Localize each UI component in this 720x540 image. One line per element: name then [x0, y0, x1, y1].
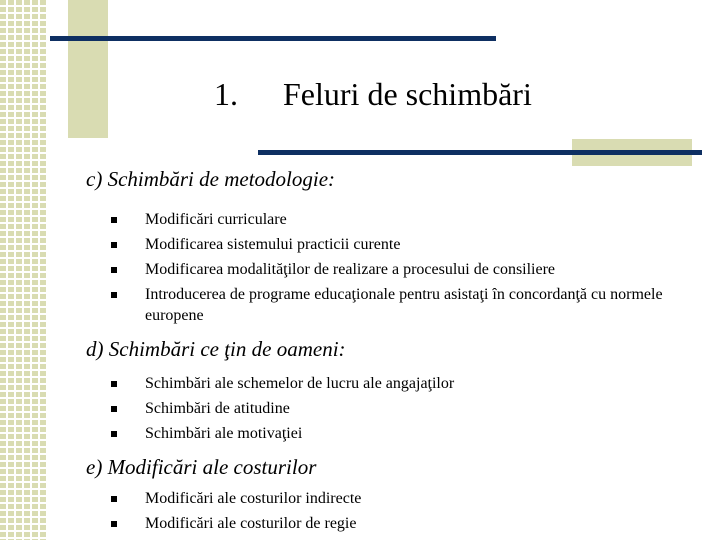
list-item-text: Modificarea sistemului practicii curente: [145, 236, 401, 253]
bullet-list: [86, 486, 706, 536]
square-bullet-icon: [111, 431, 117, 437]
section-heading: e) Modificări ale costurilor: [86, 455, 317, 479]
list-item-text: Schimbări ale motivaţiei: [145, 425, 303, 442]
list-item: [86, 421, 706, 446]
slide-title: [214, 74, 532, 114]
decorative-stripe-panel: [0, 0, 50, 540]
list-item: [86, 207, 706, 232]
list-item: [86, 371, 706, 396]
section-heading: d) Schimbări ce ţin de oameni:: [86, 337, 346, 361]
title-rule-top: [50, 36, 496, 41]
list-item: [86, 282, 706, 326]
list-item: [86, 232, 706, 257]
bullet-list: [86, 207, 706, 326]
square-bullet-icon: [111, 496, 117, 502]
section-heading: c) Schimbări de metodologie:: [86, 167, 336, 191]
square-bullet-icon: [111, 217, 117, 223]
slide-content: [86, 165, 706, 536]
list-item-text: Introducerea de programe educaţionale pentru asistaţi în concordanţă cu normele europene: [145, 286, 663, 324]
list-item-text: Modificări curriculare: [145, 211, 287, 228]
list-item: [86, 257, 706, 282]
list-item: [86, 486, 706, 511]
section-methodology: [86, 165, 706, 326]
square-bullet-icon: [111, 521, 117, 527]
slide-title-number: 1.: [214, 76, 238, 112]
title-rule-bottom: [258, 150, 702, 155]
section-costs: [86, 453, 706, 536]
square-bullet-icon: [111, 267, 117, 273]
slide-title-text: Feluri de schimbări: [283, 76, 532, 112]
decorative-title-block: [68, 0, 108, 138]
list-item: [86, 396, 706, 421]
bullet-list: [86, 371, 706, 446]
list-item-text: Modificări ale costurilor de regie: [145, 515, 357, 532]
square-bullet-icon: [111, 242, 117, 248]
list-item-text: Schimbări de atitudine: [145, 400, 290, 417]
list-item-text: Modificarea modalităţilor de realizare a procesului de consiliere: [145, 261, 556, 278]
square-bullet-icon: [111, 406, 117, 412]
list-item-text: Modificări ale costurilor indirecte: [145, 490, 362, 507]
list-item: [86, 511, 706, 536]
list-item-text: Schimbări ale schemelor de lucru ale angajaţilor: [145, 375, 455, 392]
square-bullet-icon: [111, 292, 117, 298]
section-people: [86, 335, 706, 446]
square-bullet-icon: [111, 381, 117, 387]
